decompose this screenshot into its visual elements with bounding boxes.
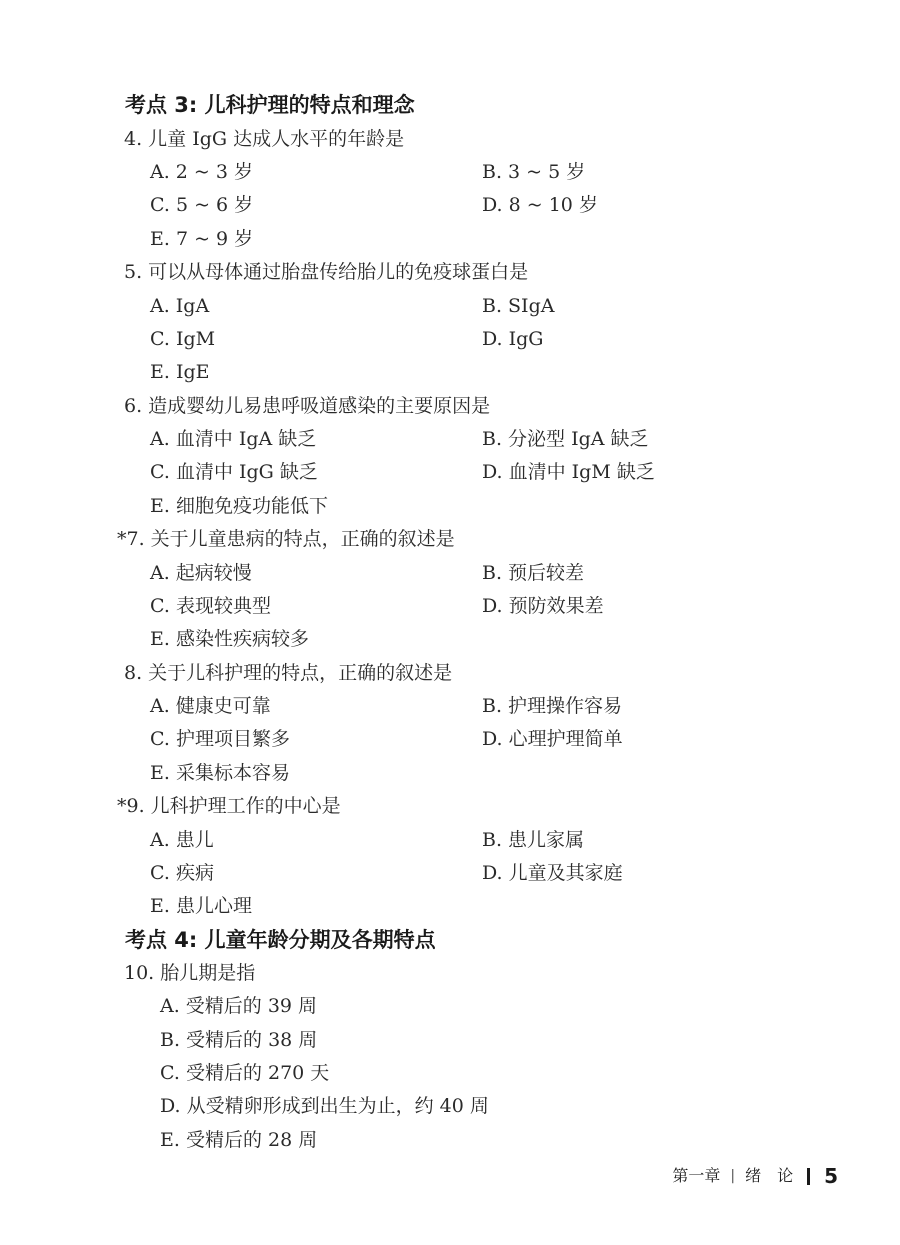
question-stem: 6. 造成婴幼儿易患呼吸道感染的主要原因是 (124, 395, 491, 417)
option: B. 预后较差 (482, 562, 585, 584)
option: E. IgE (150, 361, 210, 383)
page-footer (672, 1163, 838, 1189)
option: D. 预防效果差 (482, 595, 604, 617)
option: A. 血清中 IgA 缺乏 (150, 428, 317, 450)
option: A. 起病较慢 (150, 562, 252, 584)
option: A. 受精后的 39 周 (160, 995, 318, 1017)
chapter-title: 绪 论 (745, 1166, 794, 1185)
option: B. 患儿家属 (482, 829, 585, 851)
option: A. 健康史可靠 (150, 695, 271, 717)
option: C. IgM (150, 328, 216, 350)
option: D. IgG (482, 328, 544, 350)
option: A. 患儿 (150, 829, 214, 851)
option: E. 患儿心理 (150, 895, 252, 917)
question-stem: 8. 关于儿科护理的特点，正确的叙述是 (124, 662, 453, 684)
question-stem: *9. 儿科护理工作的中心是 (117, 795, 341, 817)
option: D. 血清中 IgM 缺乏 (482, 461, 655, 483)
option: D. 儿童及其家庭 (482, 862, 623, 884)
option: C. 疾病 (150, 862, 214, 884)
option: C. 护理项目繁多 (150, 728, 290, 750)
option: C. 受精后的 270 天 (160, 1062, 330, 1084)
option: D. 8 ~ 10 岁 (482, 194, 598, 216)
option: E. 受精后的 28 周 (160, 1129, 318, 1151)
option: E. 细胞免疫功能低下 (150, 495, 328, 517)
chapter-label: 第一章 (672, 1166, 721, 1185)
option: B. 护理操作容易 (482, 695, 623, 717)
option: D. 从受精卵形成到出生为止，约 40 周 (160, 1095, 489, 1117)
page-number: 5 (824, 1164, 838, 1188)
section-heading: 考点 3: 儿科护理的特点和理念 (125, 93, 415, 117)
option: E. 7 ~ 9 岁 (150, 228, 254, 250)
question-stem: 4. 儿童 IgG 达成人水平的年龄是 (124, 128, 405, 150)
option: A. IgA (150, 295, 210, 317)
option: E. 采集标本容易 (150, 762, 290, 784)
option: B. 3 ~ 5 岁 (482, 161, 586, 183)
question-stem: 5. 可以从母体通过胎盘传给胎儿的免疫球蛋白是 (124, 261, 529, 283)
section-heading: 考点 4: 儿童年龄分期及各期特点 (125, 928, 436, 952)
option: C. 血清中 IgG 缺乏 (150, 461, 318, 483)
option: B. 受精后的 38 周 (160, 1029, 318, 1051)
option: C. 表现较典型 (150, 595, 271, 617)
option: B. SIgA (482, 295, 555, 317)
footer-separator: | (730, 1168, 736, 1184)
option: A. 2 ~ 3 岁 (150, 161, 254, 183)
option: C. 5 ~ 6 岁 (150, 194, 254, 216)
footer-bar-divider (807, 1168, 810, 1185)
option: E. 感染性疾病较多 (150, 628, 309, 650)
option: D. 心理护理简单 (482, 728, 623, 750)
question-stem: *7. 关于儿童患病的特点，正确的叙述是 (117, 528, 455, 550)
question-stem: 10. 胎儿期是指 (124, 962, 256, 984)
option: B. 分泌型 IgA 缺乏 (482, 428, 649, 450)
